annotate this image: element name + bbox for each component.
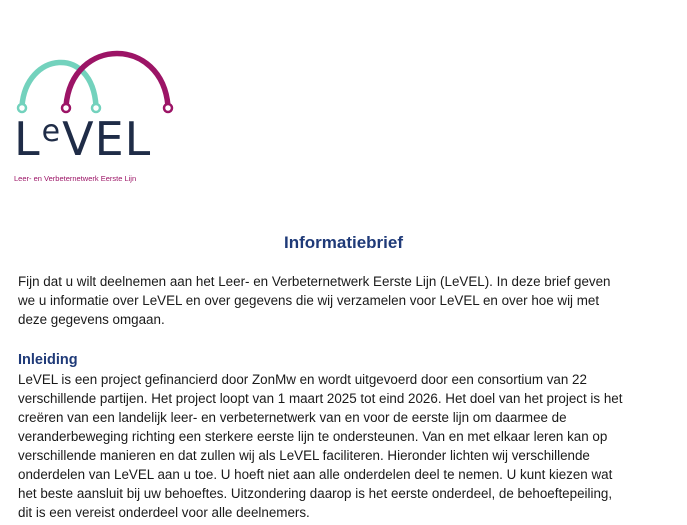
section-line: verschillende partijen. Het project loopt van 1 maart 2025 tot eind 2026. Het doel van het project is het [18,391,623,406]
document-title: Informatiebrief [283,233,404,252]
level-logo [14,44,194,194]
intro-paragraph [18,272,658,329]
section-heading-inleiding: Inleiding [18,352,78,368]
section-line: onderdelen van LeVEL aan u toe. U hoeft niet aan alle onderdelen deel te nemen. U kunt kiezen wat [18,467,613,482]
section-line: dit is een vereist onderdeel voor alle deelnemers. [18,505,310,520]
intro-line: we u informatie over LeVEL en over gegevens die wij verzamelen voor LeVEL en over hoe wij met [18,293,600,308]
section-line: LeVEL is een project gefinancierd door ZonMw en wordt uitgevoerd door een consortium van 22 [18,372,587,387]
intro-line: Fijn dat u wilt deelnemen aan het Leer- en Verbeternetwerk Eerste Lijn (LeVEL). In deze brief geven [18,274,611,289]
section-line: veranderbeweging richting een sterkere eerste lijn te ondersteunen. Van en met elkaar leren kan op [18,429,608,444]
section-line: creëren van een landelijk leer- en verbeternetwerk van en voor de eerste lijn om daarmee de [18,410,567,425]
section-body [18,370,658,522]
logo-subtitle: Leer- en Verbeternetwerk Eerste Lijn [14,174,137,183]
intro-line: deze gegevens omgaan. [18,312,165,327]
section-line: het beste aansluit bij uw behoeftes. Uitzondering daarop is het eerste onderdeel, de behoeftepeiling, [18,486,613,501]
section-line: verschillende manieren en dat zullen wij als LeVEL faciliteren. Hieronder lichten wij verschillende [18,448,590,463]
logo-wordmark: LeVEL [14,112,152,166]
